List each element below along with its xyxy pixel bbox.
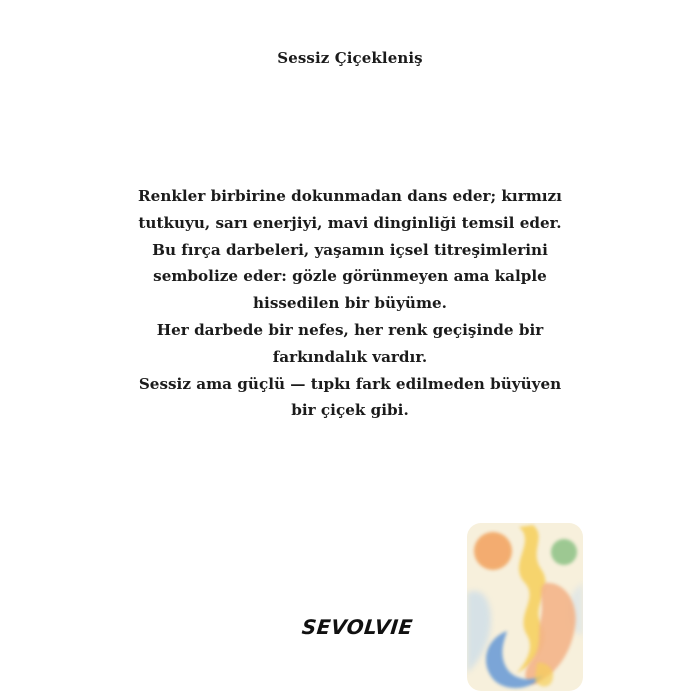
poem-line: Her darbede bir nefes, her renk geçişinde bir [156, 320, 544, 339]
orange-circle [474, 532, 512, 570]
poem-body [90, 183, 610, 424]
abstract-watercolor-artwork [467, 523, 583, 691]
green-circle [551, 539, 577, 565]
poem-line: farkındalık vardır. [272, 347, 428, 366]
poem-line: Sessiz ama güçlü — tıpkı fark edilmeden büyüyen [138, 374, 562, 393]
brand-logo: SEVOLVIE [300, 615, 415, 639]
poem-line: Renkler birbirine dokunmadan dans eder; kırmızı [138, 187, 562, 205]
poem-line: Bu fırça darbeleri, yaşamın içsel titreşimlerini [152, 240, 548, 259]
page-title: Sessiz Çiçekleniş [277, 49, 423, 67]
poem-line: sembolize eder: gözle görünmeyen ama kalple [153, 267, 547, 286]
poem-line: tutkuyu, sarı enerjiyi, mavi dinginliği temsil eder. [138, 213, 562, 232]
poem-line: hissedilen bir büyüme. [253, 294, 447, 313]
poem-line: bir çiçek gibi. [291, 401, 409, 420]
